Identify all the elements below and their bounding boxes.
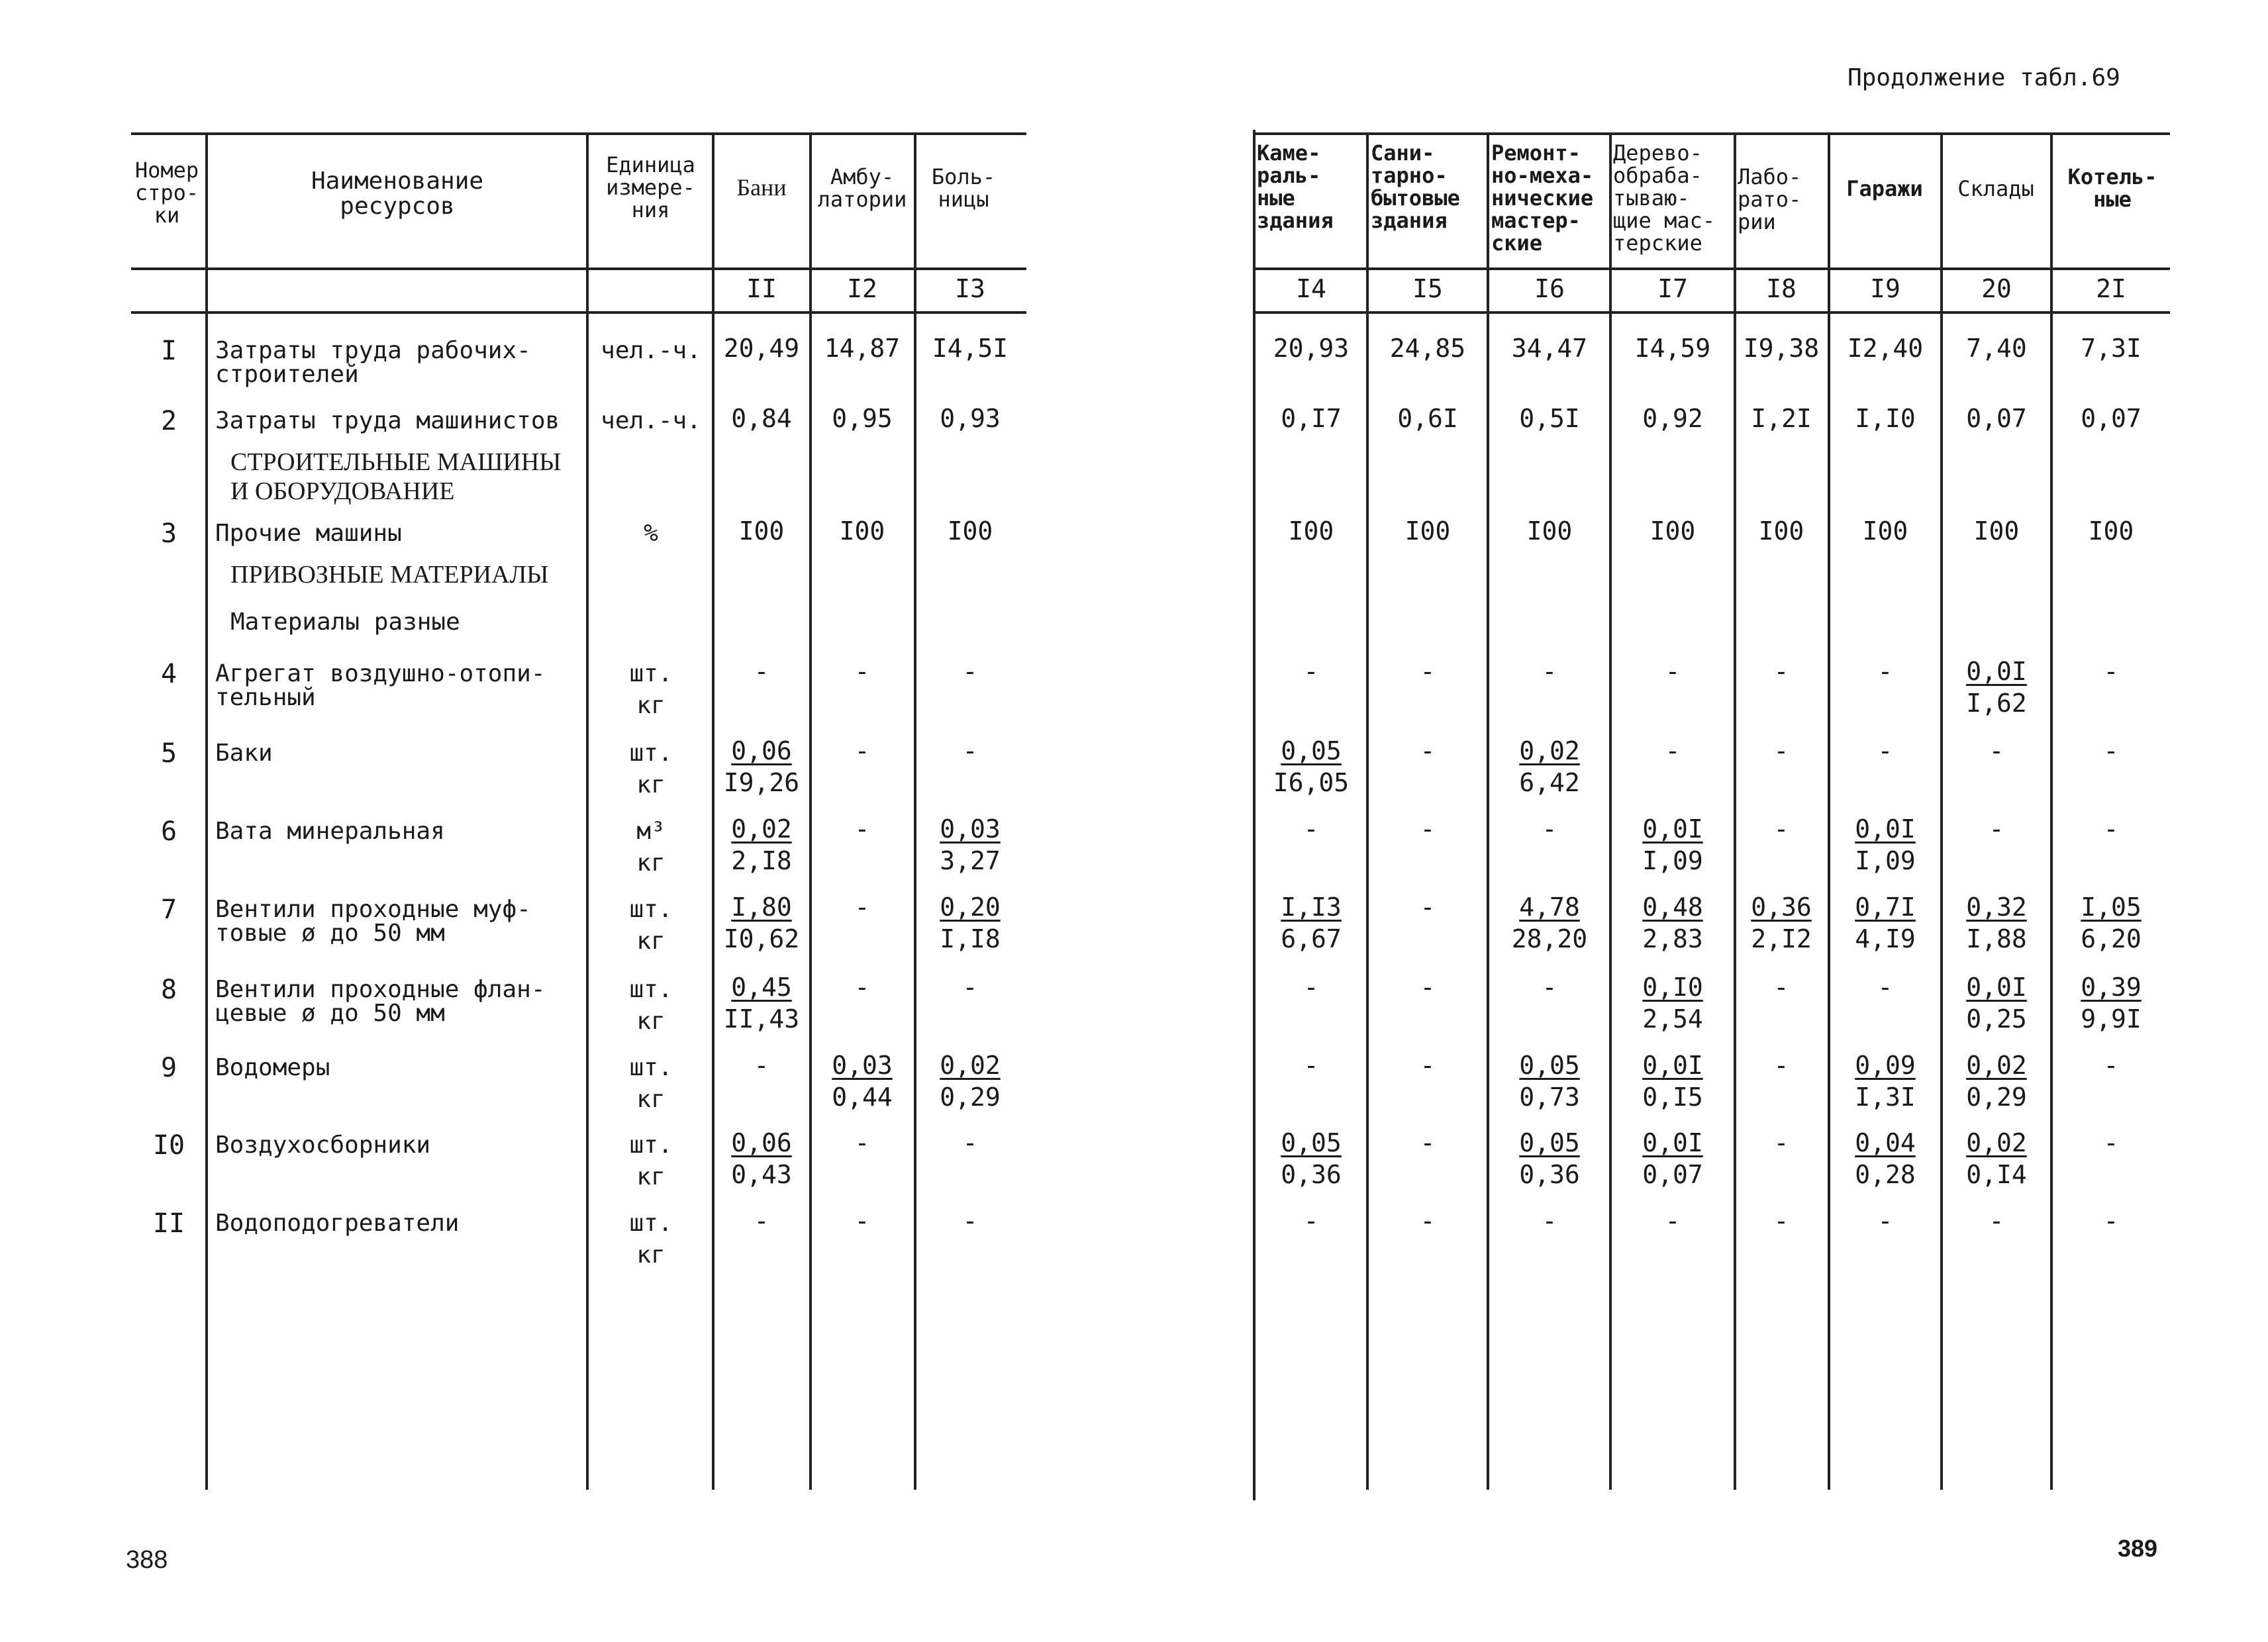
- cell-count: 0,32: [1966, 893, 2027, 922]
- table-cell: -: [854, 1206, 870, 1235]
- cell-weight: I6,05: [1273, 768, 1350, 797]
- table-cell: -: [1542, 814, 1557, 844]
- cell-weight: I9,26: [723, 768, 800, 797]
- table-cell: -: [1773, 973, 1789, 1002]
- cell-count: 0,06: [731, 736, 792, 765]
- cell-weight: 3,27: [940, 846, 1001, 875]
- table-cell: [1490, 735, 1609, 798]
- table-cell: -: [1420, 893, 1436, 922]
- cell-weight: 0,43: [731, 1160, 792, 1189]
- table-cell: I00: [1973, 516, 2020, 546]
- unit-label: шт.: [629, 976, 673, 1003]
- table-cell: [715, 971, 808, 1035]
- table-cell: [1490, 891, 1609, 955]
- table-cell: [1612, 1127, 1733, 1190]
- cell-count: 0,05: [1281, 1128, 1342, 1157]
- header-col-18: Лабо- рато- рии: [1738, 164, 1802, 234]
- cell-count: 0,02: [1519, 736, 1580, 765]
- header-col-15: Сани- тарно- бытовые здания: [1371, 140, 1460, 233]
- cell-weight: 6,42: [1519, 768, 1580, 797]
- table-cell: I00: [1288, 516, 1334, 546]
- table-cell: -: [1877, 736, 1893, 765]
- table-cell: I,2I: [1751, 404, 1812, 433]
- unit-label-secondary: кг: [636, 692, 666, 719]
- cell-weight: 28,20: [1511, 924, 1588, 953]
- table-cell: -: [854, 1128, 870, 1157]
- cell-count: 0,02: [731, 814, 792, 844]
- table-cell: -: [1420, 973, 1436, 1002]
- table-cell: I00: [839, 516, 885, 546]
- header-resource-name: Наименование ресурсов: [311, 168, 484, 220]
- row-number: 9: [160, 1053, 177, 1083]
- page-number-left: 388: [126, 1546, 168, 1574]
- table-cell: 7,40: [1966, 334, 2027, 363]
- table-cell: [1612, 971, 1733, 1035]
- cell-count: 0,39: [2081, 973, 2142, 1002]
- header-col-21: Котель- ные: [2067, 164, 2157, 212]
- row-number: 6: [160, 816, 177, 847]
- cell-count: 0,I0: [1642, 973, 1703, 1002]
- table-cell: -: [1877, 1206, 1893, 1235]
- table-cell: -: [2103, 1206, 2119, 1235]
- table-cell: -: [2103, 814, 2119, 844]
- header-col-16: Ремонт- но-меха- нические мастер- ские: [1491, 140, 1594, 256]
- table-cell: -: [1303, 973, 1319, 1002]
- table-cell: I00: [1405, 516, 1451, 546]
- unit-label-secondary: кг: [636, 1008, 666, 1035]
- row-number: 2: [160, 406, 177, 436]
- unit-label: шт.: [629, 1054, 673, 1081]
- header-col-19: Гаражи: [1846, 176, 1923, 201]
- table-cell: -: [1989, 736, 2004, 765]
- column-number: I2: [847, 274, 877, 303]
- table-cell: -: [1665, 1206, 1681, 1235]
- cell-count: 0,05: [1519, 1051, 1580, 1080]
- table-cell: -: [1303, 1206, 1319, 1235]
- cell-weight: 0,44: [832, 1083, 893, 1112]
- table-cell: -: [1542, 973, 1557, 1002]
- table-cell: -: [2103, 657, 2119, 686]
- table-cell: -: [962, 657, 978, 686]
- unit-label-secondary: кг: [636, 928, 666, 955]
- table-cell: [1830, 891, 1940, 955]
- table-cell: I00: [1526, 516, 1573, 546]
- table-cell: [917, 813, 1023, 877]
- section-heading: Материалы разные: [230, 608, 460, 636]
- table-cell: -: [1420, 736, 1436, 765]
- cell-count: 0,20: [940, 893, 1001, 922]
- resource-name: Затраты труда машинистов: [215, 407, 560, 434]
- table-cell: [1256, 891, 1367, 955]
- cell-count: 0,03: [832, 1051, 893, 1080]
- unit-label: чел.-ч.: [601, 337, 701, 364]
- table-cell: -: [1773, 1206, 1789, 1235]
- rule: [1609, 132, 1612, 1490]
- resource-name: Агрегат воздушно-отопи- тельный: [215, 660, 546, 711]
- table-cell: -: [1303, 1051, 1319, 1080]
- rule: [586, 132, 589, 1490]
- table-cell: [1612, 813, 1733, 877]
- row-number: I: [160, 336, 177, 366]
- table-cell: I00: [1862, 516, 1908, 546]
- table-cell: -: [1542, 1206, 1557, 1235]
- cell-count: 0,05: [1519, 1128, 1580, 1157]
- unit-label: м³: [636, 818, 666, 845]
- row-number: 8: [160, 975, 177, 1005]
- table-cell: -: [754, 1051, 769, 1080]
- resource-name: Затраты труда рабочих- строителей: [215, 337, 531, 388]
- table-cell: -: [854, 736, 870, 765]
- cell-weight: I,09: [1642, 846, 1703, 875]
- table-cell: 0,92: [1642, 404, 1703, 433]
- table-cell: -: [854, 814, 870, 844]
- cell-count: 0,06: [731, 1128, 792, 1157]
- column-number: I6: [1534, 274, 1565, 303]
- table-cell: [1943, 971, 2050, 1035]
- table-cell: -: [1773, 1051, 1789, 1080]
- cell-weight: I0,62: [723, 924, 800, 953]
- table-cell: [1736, 891, 1826, 955]
- unit-label: шт.: [629, 740, 673, 767]
- table-cell: -: [854, 657, 870, 686]
- table-cell: -: [1773, 814, 1789, 844]
- cell-weight: I,62: [1966, 689, 2027, 718]
- table-cell: I00: [2088, 516, 2134, 546]
- cell-count: 0,0I: [1642, 1128, 1703, 1157]
- table-cell: [2053, 971, 2169, 1035]
- table-cell: -: [2103, 736, 2119, 765]
- table-cell: -: [1773, 736, 1789, 765]
- table-cell: [917, 1049, 1023, 1113]
- unit-label: %: [644, 520, 658, 547]
- table-cell: 0,84: [731, 404, 792, 433]
- rule: [131, 267, 1026, 270]
- column-number: I4: [1296, 274, 1326, 303]
- cell-count: 0,04: [1855, 1128, 1916, 1157]
- table-cell: -: [1989, 1206, 2004, 1235]
- table-cell: [715, 891, 808, 955]
- rule: [1487, 132, 1489, 1490]
- resource-name: Воздухосборники: [215, 1132, 431, 1159]
- table-cell: [812, 1049, 912, 1113]
- header-col-12: Амбу- латории: [817, 164, 907, 212]
- table-cell: [1830, 1127, 1940, 1190]
- cell-count: 0,02: [1966, 1128, 2027, 1157]
- rule: [205, 132, 208, 1490]
- table-cell: 20,93: [1273, 334, 1350, 363]
- cell-weight: 6,20: [2081, 924, 2142, 953]
- cell-weight: I,I8: [940, 924, 1001, 953]
- table-cell: -: [754, 1206, 769, 1235]
- cell-count: 0,0I: [1642, 814, 1703, 844]
- table-cell: [1490, 1127, 1609, 1190]
- table-cell: [1830, 1049, 1940, 1113]
- rule: [1253, 311, 2170, 314]
- cell-weight: 0,36: [1519, 1160, 1580, 1189]
- column-number: I9: [1870, 274, 1900, 303]
- rule: [131, 311, 1026, 314]
- table-cell: -: [962, 1128, 978, 1157]
- cell-count: 4,78: [1519, 893, 1580, 922]
- cell-weight: 6,67: [1281, 924, 1342, 953]
- table-cell: -: [1542, 657, 1557, 686]
- rule: [131, 132, 1026, 135]
- column-number: 20: [1981, 274, 2012, 303]
- table-cell: -: [1420, 1206, 1436, 1235]
- header-col-11: Бани: [736, 174, 787, 201]
- rule: [914, 132, 916, 1490]
- cell-weight: 0,25: [1966, 1004, 2027, 1034]
- resource-name: Вентили проходные флан- цевые ø до 50 мм: [215, 976, 546, 1027]
- resource-name: Водомеры: [215, 1054, 330, 1081]
- table-cell: [1256, 1127, 1367, 1190]
- table-cell: 24,85: [1389, 334, 1466, 363]
- table-cell: -: [2103, 1051, 2119, 1080]
- table-cell: [1943, 655, 2050, 719]
- row-number: 7: [160, 894, 177, 925]
- table-cell: -: [1420, 814, 1436, 844]
- table-cell: [715, 1127, 808, 1190]
- column-number: I3: [955, 274, 985, 303]
- rule: [1253, 267, 2170, 270]
- table-cell: -: [1773, 1128, 1789, 1157]
- unit-label-secondary: кг: [636, 1163, 666, 1190]
- table-caption: Продолжение табл.69: [1848, 64, 2120, 91]
- cell-count: 0,0I: [1966, 657, 2027, 686]
- table-cell: I2,40: [1847, 334, 1924, 363]
- cell-weight: I,88: [1966, 924, 2027, 953]
- table-cell: [1490, 1049, 1609, 1113]
- table-cell: -: [1665, 657, 1681, 686]
- header-col-14: Каме- раль- ные здания: [1257, 140, 1334, 233]
- cell-weight: I,3I: [1855, 1083, 1916, 1112]
- table-cell: -: [1665, 736, 1681, 765]
- header-col-17: Дерево- обраба- тываю- щие мас- терские: [1613, 140, 1716, 256]
- table-cell: 34,47: [1511, 334, 1588, 363]
- table-cell: 0,07: [1966, 404, 2027, 433]
- row-number: II: [152, 1208, 185, 1239]
- table-cell: [1612, 891, 1733, 955]
- cell-weight: 2,83: [1642, 924, 1703, 953]
- cell-weight: 2,I8: [731, 846, 792, 875]
- cell-count: 0,7I: [1855, 893, 1916, 922]
- table-cell: -: [1877, 973, 1893, 1002]
- unit-label-secondary: кг: [636, 771, 666, 798]
- cell-weight: 0,07: [1642, 1160, 1703, 1189]
- resource-name: Вата минеральная: [215, 818, 445, 845]
- table-cell: I4,5I: [932, 334, 1009, 363]
- resource-name: Вентили проходные муф- товые ø до 50 мм: [215, 896, 531, 947]
- row-number: 4: [160, 659, 177, 689]
- table-cell: -: [1303, 814, 1319, 844]
- resource-name: Баки: [215, 740, 273, 767]
- column-number: I7: [1657, 274, 1688, 303]
- unit-label-secondary: кг: [636, 1086, 666, 1113]
- table-cell: I9,38: [1743, 334, 1820, 363]
- table-cell: 14,87: [824, 334, 901, 363]
- table-cell: 0,95: [832, 404, 893, 433]
- table-cell: [1612, 1049, 1733, 1113]
- table-cell: -: [962, 1206, 978, 1235]
- table-cell: [917, 891, 1023, 955]
- table-cell: 20,49: [723, 334, 800, 363]
- table-cell: 0,I7: [1281, 404, 1342, 433]
- cell-count: 0,05: [1281, 736, 1342, 765]
- table-cell: 7,3I: [2081, 334, 2142, 363]
- cell-weight: 0,36: [1281, 1160, 1342, 1189]
- cell-weight: 2,54: [1642, 1004, 1703, 1034]
- cell-weight: 2,I2: [1751, 924, 1812, 953]
- cell-weight: 0,I5: [1642, 1083, 1703, 1112]
- table-cell: [1830, 813, 1940, 877]
- table-cell: -: [1420, 657, 1436, 686]
- table-cell: -: [1773, 657, 1789, 686]
- table-cell: I,I0: [1855, 404, 1916, 433]
- table-cell: [1943, 891, 2050, 955]
- header-row-number: Номер стро- ки: [134, 158, 199, 228]
- table-cell: [2053, 891, 2169, 955]
- resource-name: Прочие машины: [215, 520, 402, 547]
- cell-weight: 9,9I: [2081, 1004, 2142, 1034]
- section-heading: СТРОИТЕЛЬНЫЕ МАШИНЫ И ОБОРУДОВАНИЕ: [230, 448, 562, 505]
- table-cell: -: [854, 973, 870, 1002]
- cell-count: 0,03: [940, 814, 1001, 844]
- table-cell: -: [1420, 1128, 1436, 1157]
- unit-label-secondary: кг: [636, 849, 666, 877]
- column-number: I8: [1766, 274, 1797, 303]
- cell-count: I,05: [2081, 893, 2142, 922]
- cell-count: 0,02: [940, 1051, 1001, 1080]
- row-number: 3: [160, 518, 177, 549]
- table-cell: -: [754, 657, 769, 686]
- table-cell: 0,93: [940, 404, 1001, 433]
- table-cell: I00: [738, 516, 785, 546]
- table-cell: -: [1303, 657, 1319, 686]
- unit-label: шт.: [629, 660, 673, 687]
- cell-count: 0,0I: [1855, 814, 1916, 844]
- unit-label-secondary: кг: [636, 1241, 666, 1269]
- column-number: II: [746, 274, 777, 303]
- table-cell: -: [1877, 657, 1893, 686]
- header-col-20: Склады: [1957, 176, 2034, 201]
- header-unit: Единица измере- ния: [606, 152, 695, 222]
- cell-count: 0,0I: [1966, 973, 2027, 1002]
- cell-count: 0,09: [1855, 1051, 1916, 1080]
- table-cell: [1943, 1049, 2050, 1113]
- cell-count: 0,02: [1966, 1051, 2027, 1080]
- table-cell: [1943, 1127, 2050, 1190]
- table-cell: [1256, 735, 1367, 798]
- header-col-13: Боль- ницы: [931, 164, 996, 212]
- table-cell: -: [2103, 1128, 2119, 1157]
- column-number: 2I: [2096, 274, 2126, 303]
- table-cell: -: [854, 893, 870, 922]
- cell-weight: 0,29: [1966, 1083, 2027, 1112]
- cell-weight: 0,28: [1855, 1160, 1916, 1189]
- table-cell: -: [962, 973, 978, 1002]
- table-cell: -: [1989, 814, 2004, 844]
- table-cell: [715, 813, 808, 877]
- cell-count: 0,45: [731, 973, 792, 1002]
- row-number: 5: [160, 738, 177, 769]
- table-cell: I4,59: [1634, 334, 1711, 363]
- cell-count: I,80: [731, 893, 792, 922]
- unit-label: чел.-ч.: [601, 407, 701, 434]
- table-cell: I00: [947, 516, 993, 546]
- cell-weight: 0,73: [1519, 1083, 1580, 1112]
- unit-label: шт.: [629, 896, 673, 923]
- unit-label: шт.: [629, 1210, 673, 1237]
- table-cell: 0,5I: [1519, 404, 1580, 433]
- table-cell: I00: [1650, 516, 1696, 546]
- rule: [712, 132, 715, 1490]
- cell-weight: 4,I9: [1855, 924, 1916, 953]
- rule: [1253, 132, 2170, 135]
- cell-count: 0,0I: [1642, 1051, 1703, 1080]
- table-cell: 0,07: [2081, 404, 2142, 433]
- table-cell: I00: [1758, 516, 1804, 546]
- cell-weight: 0,I4: [1966, 1160, 2027, 1189]
- column-number: I5: [1412, 274, 1443, 303]
- cell-count: 0,36: [1751, 893, 1812, 922]
- section-heading: ПРИВОЗНЫЕ МАТЕРИАЛЫ: [230, 561, 549, 589]
- cell-count: I,I3: [1281, 893, 1342, 922]
- cell-count: 0,48: [1642, 893, 1703, 922]
- row-number: I0: [152, 1130, 185, 1161]
- cell-weight: II,43: [723, 1004, 800, 1034]
- cell-weight: I,09: [1855, 846, 1916, 875]
- table-cell: -: [962, 736, 978, 765]
- page-number-right: 389: [2118, 1535, 2158, 1562]
- resource-name: Водоподогреватели: [215, 1210, 460, 1237]
- unit-label: шт.: [629, 1132, 673, 1159]
- table-cell: [715, 735, 808, 798]
- cell-weight: 0,29: [940, 1083, 1001, 1112]
- table-cell: 0,6I: [1397, 404, 1458, 433]
- table-cell: -: [1420, 1051, 1436, 1080]
